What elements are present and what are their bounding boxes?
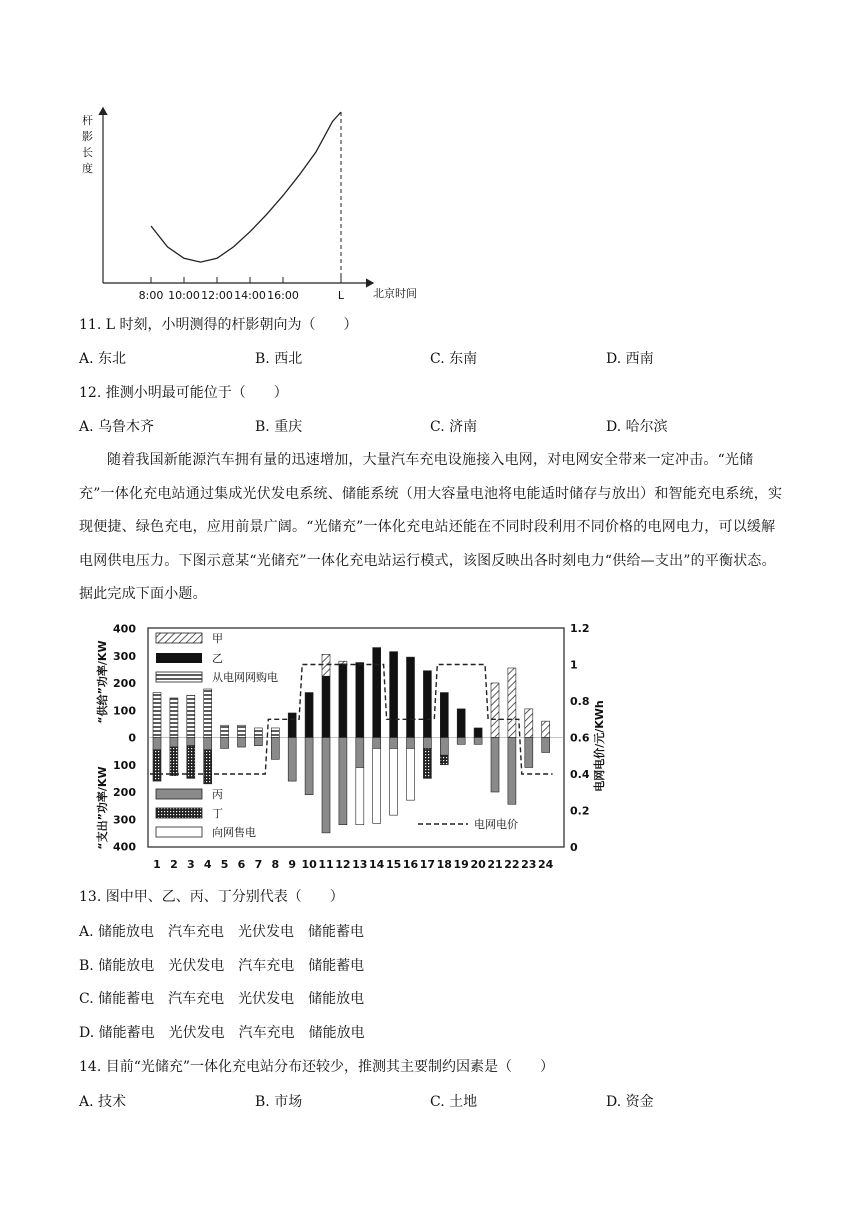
bar-ding	[423, 748, 431, 778]
hour-tick-label: 18	[436, 858, 452, 871]
x-tick-label: 8:00	[138, 289, 164, 302]
legend-swatch-grid-buy	[156, 672, 202, 682]
hour-tick-label: 20	[470, 858, 486, 871]
x-tick-label: 12:00	[201, 289, 233, 302]
bar-yi	[305, 693, 313, 738]
hour-tick-label: 14	[369, 858, 385, 871]
bar-jia	[491, 683, 499, 738]
bar-grid-buy	[221, 725, 229, 737]
hour-tick-label: 12	[335, 858, 351, 871]
hour-tick-label: 1	[153, 858, 161, 871]
bar-bing	[170, 738, 178, 748]
bar-bing	[204, 738, 212, 750]
bar-bing	[373, 738, 381, 749]
q13-option-d[interactable]: D. 储能蓄电 光伏发电 汽车充电 储能放电	[79, 1025, 365, 1041]
right-tick-label: 0.8	[570, 695, 590, 708]
bar-bing	[423, 738, 431, 749]
bar-grid-buy	[254, 728, 262, 738]
left-tick-label: 0	[128, 731, 136, 745]
bar-ding	[440, 755, 448, 765]
bar-yi	[339, 664, 347, 738]
hour-tick-label: 2	[170, 858, 178, 871]
legend-swatch-ding	[156, 808, 202, 818]
left-tick-label: 200	[113, 786, 136, 799]
bar-bing	[525, 738, 533, 768]
left-axis-top-label: “供给”功率/KW	[96, 640, 109, 724]
hour-tick-label: 21	[487, 858, 503, 871]
x-tick-label: 16:00	[267, 289, 299, 302]
q11-stem: 11. L 时刻，小明测得的杆影朝向为（ ）	[79, 317, 358, 333]
left-tick-label: 100	[113, 758, 136, 772]
bar-bing	[288, 738, 296, 782]
right-axis-label: 电网电价/元/KWh	[593, 700, 606, 792]
bar-sell	[390, 748, 398, 815]
bar-grid-buy	[170, 698, 178, 738]
right-tick-label: 0.2	[570, 804, 590, 818]
bar-bing	[187, 738, 195, 746]
bar-bing	[407, 738, 415, 749]
left-tick-label: 100	[113, 704, 136, 718]
legend-label-grid-buy: 从电网网购电	[212, 671, 278, 684]
bar-bing	[542, 738, 550, 753]
right-tick-label: 0.6	[570, 731, 590, 745]
bar-jia	[542, 721, 550, 737]
x-tick-label: 14:00	[234, 289, 266, 302]
q14-option-a[interactable]: A. 技术	[79, 1094, 127, 1110]
legend-label-yi: 乙	[212, 652, 223, 665]
q13-option-c[interactable]: C. 储能蓄电 汽车充电 光伏发电 储能放电	[79, 991, 365, 1007]
bar-jia	[339, 661, 347, 664]
q13-option-b[interactable]: B. 储能放电 光伏发电 汽车充电 储能蓄电	[79, 958, 365, 974]
bar-yi	[457, 709, 465, 738]
y-axis-label-char: 杆	[82, 114, 93, 127]
hour-tick-label: 4	[203, 858, 212, 871]
bar-yi	[407, 657, 415, 737]
bar-yi	[373, 648, 381, 738]
q12-option-b[interactable]: B. 重庆	[255, 419, 303, 435]
hour-tick-label: 23	[521, 858, 537, 871]
bar-yi	[474, 728, 482, 738]
bar-yi	[356, 663, 364, 738]
q14-option-d[interactable]: D. 资金	[606, 1094, 654, 1110]
q14-option-c[interactable]: C. 土地	[430, 1094, 478, 1110]
q14-option-b[interactable]: B. 市场	[255, 1094, 303, 1110]
y-axis-label-char: 长	[82, 146, 93, 159]
q11-option-c[interactable]: C. 东南	[430, 351, 478, 367]
q12-option-c[interactable]: C. 济南	[430, 419, 478, 435]
hour-tick-label: 9	[288, 858, 297, 871]
bar-bing	[508, 738, 516, 805]
shadow-curve	[151, 112, 341, 262]
legend-label-jia: 甲	[212, 632, 223, 645]
x-tick-label: 10:00	[168, 289, 200, 302]
bar-bing	[305, 738, 313, 795]
hour-tick-label: 10	[301, 858, 317, 871]
bar-ding	[204, 750, 212, 784]
bar-yi	[440, 693, 448, 738]
bar-yi	[288, 713, 296, 738]
bar-sell	[356, 767, 364, 824]
legend-label-bing: 丙	[212, 788, 223, 801]
q11-option-d[interactable]: D. 西南	[606, 351, 654, 367]
y-axis-label-char: 度	[82, 162, 93, 175]
hour-tick-label: 19	[453, 858, 469, 871]
bar-sell	[407, 748, 415, 800]
bar-bing	[238, 738, 246, 748]
bar-bing	[491, 738, 499, 793]
bar-ding	[153, 750, 161, 781]
passage: 随着我国新能源汽车拥有量的迅速增加，大量汽车充电设施接入电网，对电网安全带来一定冲击。“光储充”一体化充电站通过集成光伏发电系统、储能系统（用大容量电池将电能适时储存与放出）和智能充电系统，实现便捷、绿色充电，应用前景广阔。“光储充”一体化充电站还能在不同时段利用不同价格的电网电力，可以缓解电网供电压力。下图示意某“光储充”一体化充电站运行模式，该图反映出各时刻电力“供给—支出”的平衡状态。据此完成下面小题。	[79, 452, 783, 602]
hour-tick-label: 24	[538, 858, 554, 871]
bar-bing	[271, 738, 279, 760]
legend-label-price: 电网电价	[474, 818, 518, 831]
q12-option-a[interactable]: A. 乌鲁木齐	[79, 419, 155, 435]
bar-grid-buy	[153, 693, 161, 738]
hour-tick-label: 8	[271, 858, 280, 871]
bar-grid-buy	[204, 689, 212, 738]
hour-tick-label: 16	[402, 858, 419, 871]
hour-tick-label: 15	[385, 858, 402, 871]
bar-yi	[322, 676, 330, 737]
bar-jia	[322, 654, 330, 676]
legend-label-ding: 丁	[212, 807, 223, 820]
bar-grid-buy	[187, 695, 195, 737]
hour-tick-label: 11	[318, 858, 334, 871]
bar-sell	[373, 748, 381, 823]
hour-tick-label: 13	[352, 858, 368, 871]
right-tick-label: 1.2	[570, 622, 590, 635]
q11-option-a[interactable]: A. 东北	[79, 351, 127, 367]
bar-bing	[474, 738, 482, 745]
y-axis-label	[82, 113, 93, 175]
bar-jia	[508, 668, 516, 737]
bar-bing	[356, 738, 364, 768]
hour-tick-label: 17	[419, 858, 436, 871]
y-axis-label-char: 影	[82, 130, 93, 143]
bar-grid-buy	[238, 725, 246, 737]
q11-option-b[interactable]: B. 西北	[255, 351, 303, 367]
bar-yi	[423, 671, 431, 738]
bar-bing	[322, 738, 330, 833]
right-tick-label: 0	[570, 841, 578, 854]
bar-grid-buy	[271, 728, 279, 738]
legend-label-sell: 向网售电	[212, 826, 256, 839]
bar-yi	[390, 652, 398, 738]
left-axis-bottom-label: “支出”功率/KW	[96, 766, 109, 850]
power-balance-chart	[76, 618, 616, 876]
bar-bing	[339, 738, 347, 825]
bar-bing	[221, 738, 229, 749]
left-tick-label: 400	[113, 622, 136, 636]
legend-swatch-jia	[156, 633, 202, 643]
left-tick-label: 300	[113, 813, 136, 827]
bar-bing	[254, 738, 262, 746]
q14-stem: 14. 目前“光储充”一体化充电站分布还较少，推测其主要制约因素是（ ）	[79, 1059, 555, 1075]
bar-jia	[525, 709, 533, 738]
bar-ding	[170, 747, 178, 776]
x-tick-label: L	[337, 289, 345, 302]
shadow-length-chart	[76, 100, 436, 305]
bar-bing	[153, 738, 161, 750]
right-tick-label: 1	[570, 658, 578, 672]
left-tick-label: 300	[113, 649, 136, 663]
q12-option-d[interactable]: D. 哈尔滨	[606, 419, 668, 435]
legend-swatch-bing	[156, 789, 202, 799]
q13-stem: 13. 图中甲、乙、丙、丁分别代表（ ）	[79, 889, 344, 905]
left-tick-label: 200	[113, 677, 136, 690]
bar-bing	[440, 738, 448, 756]
x-axis-label: 北京时间	[373, 287, 417, 300]
bar-bing	[390, 738, 398, 749]
bar-bing	[457, 738, 465, 745]
right-tick-label: 0.4	[570, 768, 590, 781]
legend-swatch-yi	[156, 653, 202, 663]
hour-tick-label: 3	[186, 858, 195, 871]
q13-option-a[interactable]: A. 储能放电 汽车充电 光伏发电 储能蓄电	[79, 924, 365, 940]
hour-tick-label: 5	[220, 858, 229, 871]
hour-tick-label: 22	[504, 858, 520, 871]
hour-tick-label: 6	[237, 858, 246, 871]
legend-swatch-sell	[156, 827, 202, 837]
left-tick-label: 400	[113, 840, 136, 854]
q12-stem: 12. 推测小明最可能位于（ ）	[79, 385, 288, 401]
hour-tick-label: 7	[254, 858, 263, 871]
